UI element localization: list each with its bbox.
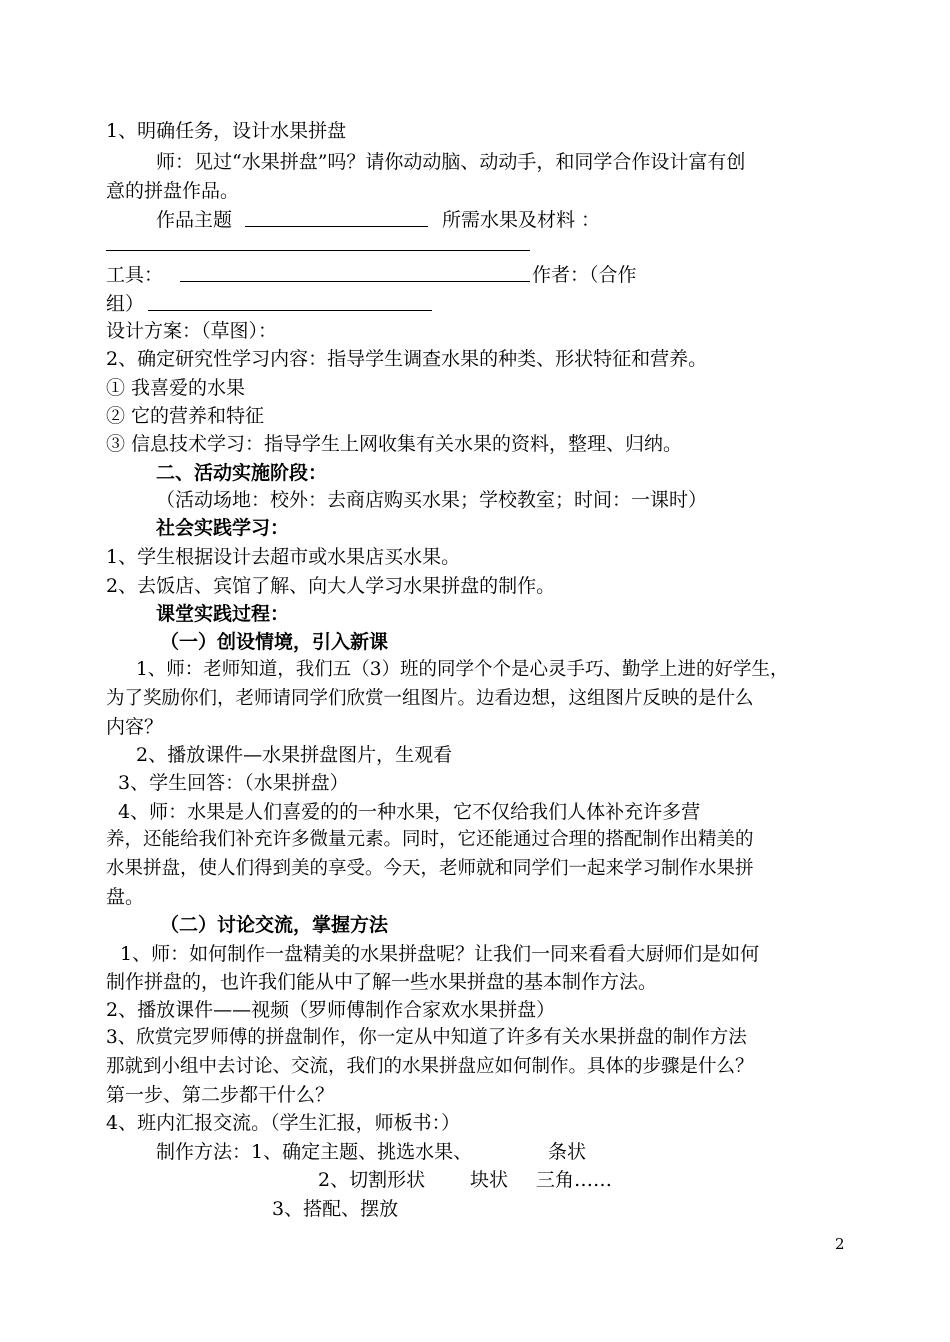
paragraph-line: 3、欣赏完罗师傅的拼盘制作，你一定从中知道了许多有关水果拼盘的制作方法	[106, 1027, 747, 1048]
paragraph-line: 那就到小组中去讨论、交流，我们的水果拼盘应如何制作。具体的步骤是什么？	[106, 1056, 754, 1077]
paragraph-line: 1、师：如何制作一盘精美的水果拼盘呢？让我们一同来看看大厨师们是如何	[120, 943, 760, 965]
list-item: ① 我喜爱的水果	[106, 377, 246, 399]
paragraph-line: 1、学生根据设计去超市或水果店买水果。	[106, 546, 461, 568]
tools-label: 工具：	[106, 264, 164, 286]
paragraph-line: 1、师：老师知道，我们五（3）班的同学个个是心灵手巧、勤学上进的好学生，	[136, 659, 789, 680]
materials-blank-line	[106, 250, 530, 251]
paragraph-line: 3、学生回答：（水果拼盘）	[118, 772, 349, 794]
method-line-1: 制作方法：1、确定主题、挑选水果、	[156, 1141, 473, 1163]
list-item: ② 它的营养和特征	[106, 405, 265, 427]
paragraph-line: 2、播放课件——视频（罗师傅制作合家欢水果拼盘）	[106, 999, 556, 1021]
paragraph-line: 师：见过“水果拼盘”吗？请你动动脑、动动手，和同学合作设计富有创	[156, 151, 746, 173]
method-shape-strip: 条状	[548, 1141, 587, 1163]
group-label: 组）	[106, 293, 145, 315]
method-shape-block: 块状	[470, 1169, 509, 1191]
step-1-heading: 1、明确任务，设计水果拼盘	[106, 120, 347, 142]
method-line-3: 3、搭配、摆放	[272, 1198, 399, 1220]
paragraph-line: 养，还能给我们补充许多微量元素。同时，它还能通过合理的搭配制作出精美的	[106, 829, 754, 850]
paragraph-line: 2、去饭店、宾馆了解、向大人学习水果拼盘的制作。	[106, 575, 556, 597]
paragraph-line: 第一步、第二步都干什么？	[106, 1084, 335, 1106]
paragraph-line: 水果拼盘，使人们得到美的享受。今天，老师就和同学们一起来学习制作水果拼	[106, 858, 754, 879]
subsection-heading: 课堂实践过程：	[156, 603, 290, 625]
paragraph-line: 盘。	[106, 886, 145, 908]
design-plan-line: 设计方案：（草图）：	[106, 320, 278, 342]
paragraph-line: 2、播放课件—水果拼盘图片，生观看	[136, 744, 453, 766]
paragraph-line: 制作拼盘的，也许我们能从中了解一些水果拼盘的基本制作方法。	[106, 971, 658, 993]
method-shape-triangle: 三角……	[536, 1169, 613, 1191]
subsection-heading: （一）创设情境，引入新课	[160, 631, 389, 653]
method-line-2: 2、切割形状	[318, 1169, 426, 1191]
paragraph-line: （活动场地：校外：去商店购买水果；学校教室；时间：一课时）	[156, 489, 708, 511]
subsection-heading: （二）讨论交流，掌握方法	[160, 914, 389, 936]
paragraph-line: 为了奖励你们，老师请同学们欣赏一组图片。边看边想，这组图片反映的是什么	[106, 688, 754, 709]
author-label: 作者：（合作	[532, 264, 637, 286]
paragraph-line: 4、师：水果是人们喜爱的的一种水果，它不仅给我们人体补充许多营	[118, 801, 701, 823]
page-number: 2	[835, 1235, 845, 1253]
paragraph-line: 意的拼盘作品。	[106, 180, 240, 202]
theme-label: 作品主题	[156, 209, 233, 231]
tools-blank-line	[180, 281, 530, 282]
list-item: ③ 信息技术学习：指导学生上网收集有关水果的资料，整理、归纳。	[106, 433, 683, 455]
subsection-heading: 社会实践学习：	[156, 517, 290, 539]
group-blank-line	[148, 310, 432, 311]
materials-label: 所需水果及材料 ：	[442, 209, 601, 231]
paragraph-line: 4、班内汇报交流。（学生汇报，师板书：）	[106, 1112, 461, 1134]
section-heading: 二、活动实施阶段：	[156, 462, 328, 484]
paragraph-line: 内容？	[106, 716, 164, 738]
theme-blank-line	[245, 226, 428, 227]
step-2-heading: 2、确定研究性学习内容：指导学生调查水果的种类、形状特征和营养。	[106, 348, 708, 370]
